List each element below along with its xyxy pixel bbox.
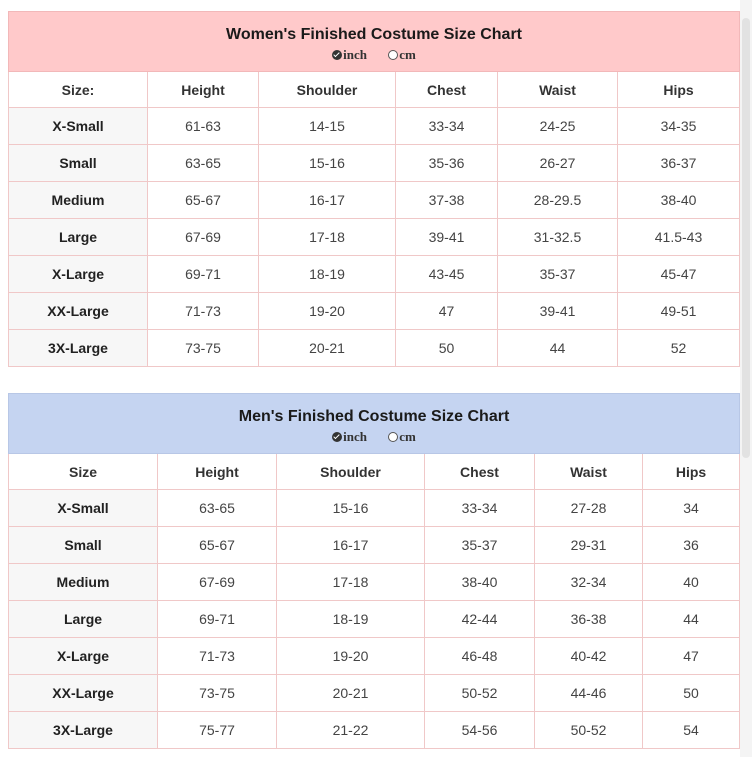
measurement-cell: 47 — [643, 638, 740, 675]
men-column-headers — [9, 454, 740, 490]
measurement-cell: 34 — [643, 490, 740, 527]
radio-unchecked-icon[interactable] — [388, 432, 398, 442]
men-chart-header — [9, 394, 740, 454]
size-label-cell: XX-Large — [9, 293, 148, 330]
column-header-hips: Hips — [643, 454, 740, 490]
measurement-cell: 69-71 — [148, 256, 259, 293]
measurement-cell: 43-45 — [396, 256, 498, 293]
radio-checked-icon[interactable] — [332, 432, 342, 442]
measurement-cell: 49-51 — [618, 293, 740, 330]
size-label-cell: Small — [9, 145, 148, 182]
table-row — [9, 601, 740, 638]
size-label-cell: Large — [9, 219, 148, 256]
measurement-cell: 50-52 — [535, 712, 643, 749]
column-header-hips: Hips — [618, 72, 740, 108]
measurement-cell: 75-77 — [158, 712, 277, 749]
size-label-cell: Medium — [9, 182, 148, 219]
measurement-cell: 50-52 — [425, 675, 535, 712]
measurement-cell: 63-65 — [158, 490, 277, 527]
column-header-waist: Waist — [498, 72, 618, 108]
women-unit-cm-option[interactable] — [388, 47, 416, 63]
column-header-shoulder: Shoulder — [259, 72, 396, 108]
measurement-cell: 19-20 — [259, 293, 396, 330]
measurement-cell: 36-38 — [535, 601, 643, 638]
measurement-cell: 32-34 — [535, 564, 643, 601]
table-row — [9, 712, 740, 749]
table-row — [9, 145, 740, 182]
measurement-cell: 54-56 — [425, 712, 535, 749]
table-row — [9, 256, 740, 293]
size-label-cell: X-Small — [9, 108, 148, 145]
women-chart-title: Women's Finished Costume Size Chart — [226, 26, 522, 43]
measurement-cell: 52 — [618, 330, 740, 367]
measurement-cell: 34-35 — [618, 108, 740, 145]
column-header-chest: Chest — [425, 454, 535, 490]
measurement-cell: 31-32.5 — [498, 219, 618, 256]
measurement-cell: 71-73 — [158, 638, 277, 675]
measurement-cell: 41.5-43 — [618, 219, 740, 256]
measurement-cell: 50 — [643, 675, 740, 712]
size-label-cell: X-Large — [9, 256, 148, 293]
table-row — [9, 564, 740, 601]
measurement-cell: 14-15 — [259, 108, 396, 145]
men-table-body — [9, 490, 740, 749]
men-unit-toggle — [9, 429, 739, 445]
measurement-cell: 19-20 — [277, 638, 425, 675]
table-row — [9, 638, 740, 675]
table-row — [9, 293, 740, 330]
measurement-cell: 40 — [643, 564, 740, 601]
measurement-cell: 35-37 — [498, 256, 618, 293]
column-header-size: Size — [9, 454, 158, 490]
size-label-cell: Small — [9, 527, 158, 564]
size-label-cell: Large — [9, 601, 158, 638]
column-header-height: Height — [158, 454, 277, 490]
measurement-cell: 44-46 — [535, 675, 643, 712]
table-row — [9, 527, 740, 564]
measurement-cell: 38-40 — [425, 564, 535, 601]
table-row — [9, 182, 740, 219]
size-label-cell: XX-Large — [9, 675, 158, 712]
measurement-cell: 42-44 — [425, 601, 535, 638]
men-unit-inch-option[interactable] — [332, 429, 367, 445]
page-scrollbar[interactable] — [740, 0, 752, 757]
women-chart-header — [9, 12, 740, 72]
women-unit-toggle — [9, 47, 739, 63]
measurement-cell: 65-67 — [148, 182, 259, 219]
measurement-cell: 47 — [396, 293, 498, 330]
measurement-cell: 16-17 — [259, 182, 396, 219]
table-row — [9, 108, 740, 145]
measurement-cell: 24-25 — [498, 108, 618, 145]
measurement-cell: 17-18 — [277, 564, 425, 601]
unit-label-cm: cm — [399, 429, 416, 444]
measurement-cell: 27-28 — [535, 490, 643, 527]
measurement-cell: 44 — [643, 601, 740, 638]
table-row — [9, 675, 740, 712]
women-size-chart — [8, 11, 740, 367]
measurement-cell: 44 — [498, 330, 618, 367]
measurement-cell: 33-34 — [396, 108, 498, 145]
measurement-cell: 73-75 — [148, 330, 259, 367]
women-column-headers — [9, 72, 740, 108]
measurement-cell: 20-21 — [277, 675, 425, 712]
measurement-cell: 36-37 — [618, 145, 740, 182]
men-size-chart — [8, 393, 740, 749]
measurement-cell: 15-16 — [259, 145, 396, 182]
measurement-cell: 54 — [643, 712, 740, 749]
table-row — [9, 330, 740, 367]
measurement-cell: 26-27 — [498, 145, 618, 182]
measurement-cell: 18-19 — [277, 601, 425, 638]
measurement-cell: 39-41 — [498, 293, 618, 330]
size-label-cell: X-Large — [9, 638, 158, 675]
measurement-cell: 20-21 — [259, 330, 396, 367]
column-header-waist: Waist — [535, 454, 643, 490]
measurement-cell: 37-38 — [396, 182, 498, 219]
measurement-cell: 45-47 — [618, 256, 740, 293]
measurement-cell: 35-36 — [396, 145, 498, 182]
measurement-cell: 65-67 — [158, 527, 277, 564]
column-header-shoulder: Shoulder — [277, 454, 425, 490]
women-table-body — [9, 108, 740, 367]
table-row — [9, 490, 740, 527]
size-label-cell: Medium — [9, 564, 158, 601]
unit-label-inch: inch — [343, 429, 367, 444]
measurement-cell: 29-31 — [535, 527, 643, 564]
column-header-size: Size: — [9, 72, 148, 108]
scrollbar-thumb[interactable] — [742, 18, 750, 458]
measurement-cell: 61-63 — [148, 108, 259, 145]
unit-label-inch: inch — [343, 47, 367, 62]
unit-label-cm: cm — [399, 47, 416, 62]
measurement-cell: 50 — [396, 330, 498, 367]
measurement-cell: 28-29.5 — [498, 182, 618, 219]
measurement-cell: 39-41 — [396, 219, 498, 256]
measurement-cell: 46-48 — [425, 638, 535, 675]
measurement-cell: 38-40 — [618, 182, 740, 219]
measurement-cell: 36 — [643, 527, 740, 564]
column-header-chest: Chest — [396, 72, 498, 108]
measurement-cell: 17-18 — [259, 219, 396, 256]
measurement-cell: 16-17 — [277, 527, 425, 564]
measurement-cell: 63-65 — [148, 145, 259, 182]
size-label-cell: X-Small — [9, 490, 158, 527]
measurement-cell: 67-69 — [148, 219, 259, 256]
measurement-cell: 21-22 — [277, 712, 425, 749]
measurement-cell: 71-73 — [148, 293, 259, 330]
men-unit-cm-option[interactable] — [388, 429, 416, 445]
men-chart-title: Men's Finished Costume Size Chart — [238, 408, 510, 425]
measurement-cell: 69-71 — [158, 601, 277, 638]
table-row — [9, 219, 740, 256]
measurement-cell: 18-19 — [259, 256, 396, 293]
measurement-cell: 15-16 — [277, 490, 425, 527]
measurement-cell: 40-42 — [535, 638, 643, 675]
radio-checked-icon[interactable] — [332, 50, 342, 60]
measurement-cell: 73-75 — [158, 675, 277, 712]
measurement-cell: 33-34 — [425, 490, 535, 527]
women-unit-inch-option[interactable] — [332, 47, 367, 63]
measurement-cell: 35-37 — [425, 527, 535, 564]
measurement-cell: 67-69 — [158, 564, 277, 601]
radio-unchecked-icon[interactable] — [388, 50, 398, 60]
column-header-height: Height — [148, 72, 259, 108]
size-label-cell: 3X-Large — [9, 712, 158, 749]
size-label-cell: 3X-Large — [9, 330, 148, 367]
